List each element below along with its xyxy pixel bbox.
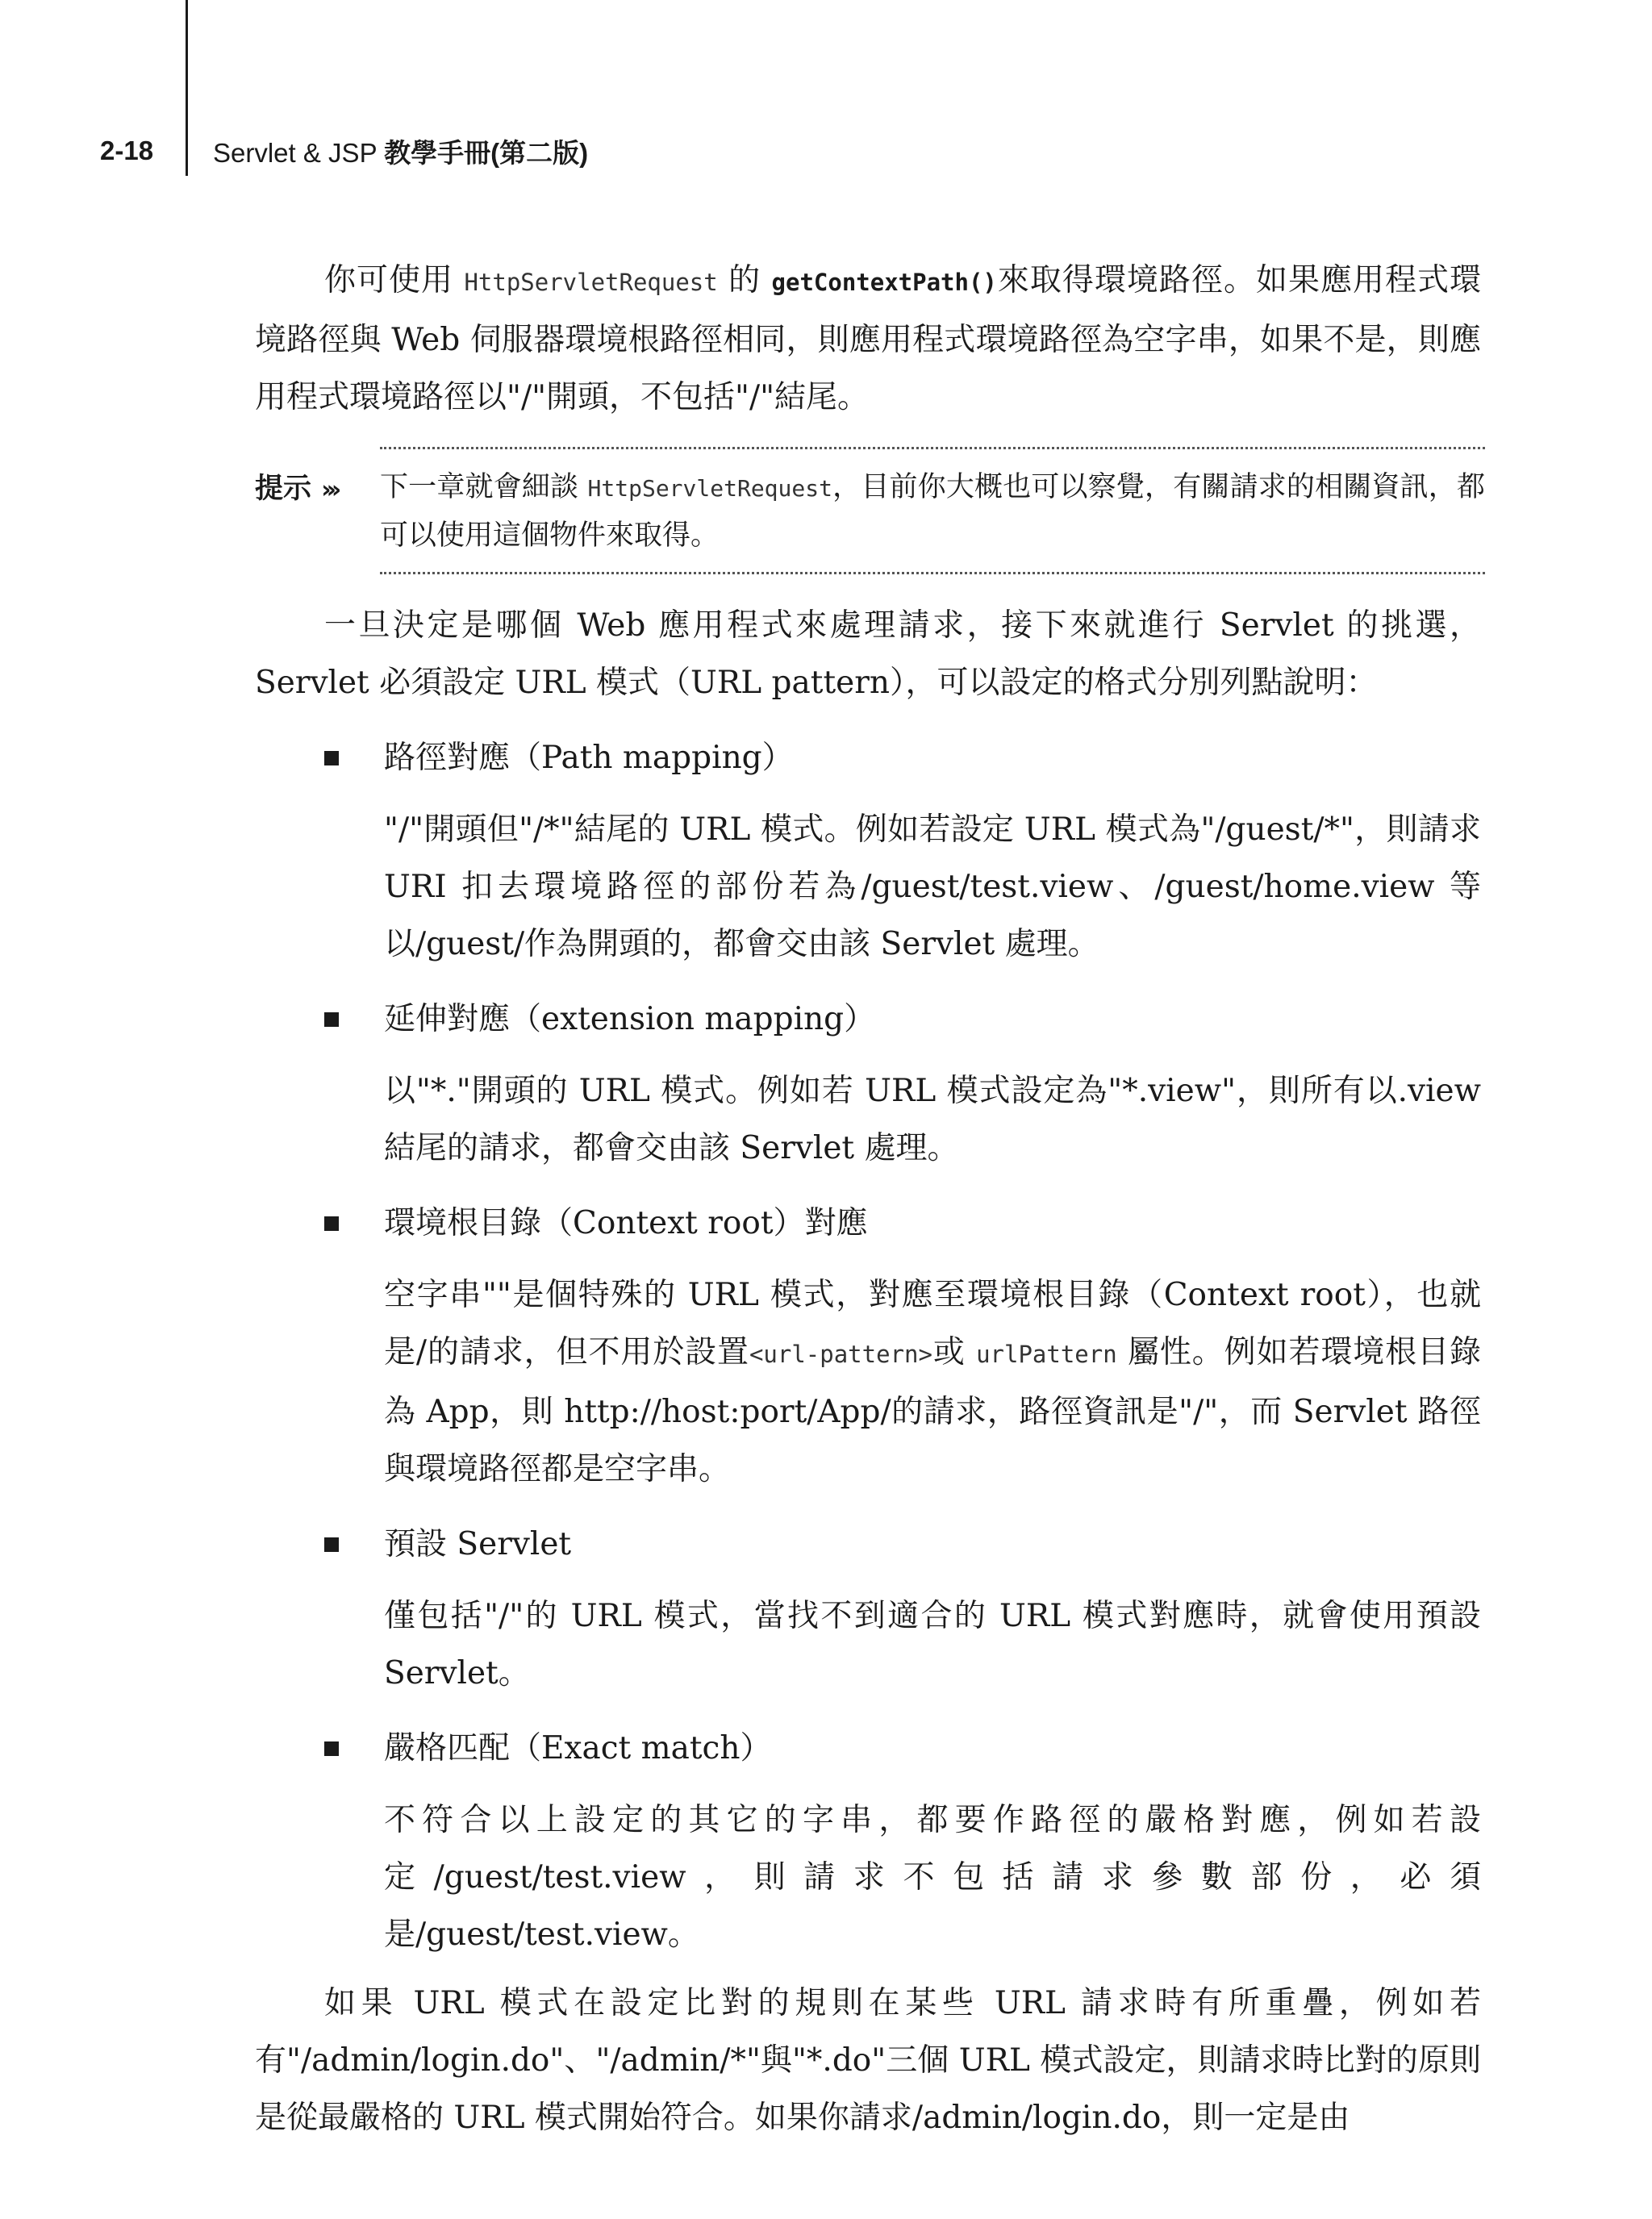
tip-text bbox=[380, 464, 1485, 559]
bullet-title: 預設 Servlet bbox=[384, 1526, 572, 1562]
selection-paragraph: 一旦決定是哪個 Web 應用程式來處理請求，接下來就進行 Servlet 的挑選，Servlet 必須設定 URL 模式（URL pattern），可以設定的格式分別列點說明： bbox=[255, 607, 1481, 701]
tip-label bbox=[255, 465, 336, 514]
list-item bbox=[384, 729, 1481, 786]
context-root-text-1: 空字串""是個特殊的 URL 模式，對應至環境根目錄（Context root），也就是/的請求，但不用於設置 bbox=[384, 1277, 1481, 1370]
list-item bbox=[384, 1720, 1481, 1777]
intro-paragraph bbox=[255, 252, 1481, 426]
bullet-body bbox=[384, 801, 1481, 973]
bullet-body-text: 僅包括"/"的 URL 模式，當找不到適合的 URL 模式對應時，就會使用預設 Servlet。 bbox=[384, 1598, 1481, 1691]
list-item bbox=[384, 1195, 1481, 1252]
intro-text-3: 來取得環境路徑。如果應用程式環境路徑與 Web 伺服器環境根路徑相同，則應用程式環境路徑為空字串，如果不是，則應用程式環境路徑以"/"開頭，不包括"/"結尾。 bbox=[255, 262, 1481, 415]
overlap-paragraph: 如果 URL 模式在設定比對的規則在某些 URL 請求時有所重疊，例如若有"/admin/login.do"、"/admin/*"與"*.do"三個 URL 模式設定，則請求時比對的原則是從最嚴格的 URL 模式開始符合。如果你請求/admin/login.do，則一定是由 bbox=[255, 1985, 1481, 2136]
intro-code-getcontextpath: getContextPath() bbox=[771, 269, 997, 296]
code-urlpattern: urlPattern bbox=[976, 1341, 1117, 1368]
context-root-text-3: 屬性。例如若環境根目錄為 App，則 http://host:port/App/的請求，路徑資訊是"/"，而 Servlet 路徑與環境路徑都是空字串。 bbox=[384, 1334, 1481, 1487]
tip-label-text: 提示 bbox=[255, 473, 312, 505]
bullet-square-icon bbox=[324, 1216, 339, 1231]
list-item bbox=[384, 991, 1481, 1048]
bullet-square-icon bbox=[324, 1741, 339, 1756]
chevrons-icon: ››› bbox=[321, 476, 337, 504]
tip-text-1: 下一章就會細談 bbox=[380, 471, 588, 503]
bullet-title: 環境根目錄（Context root）對應 bbox=[384, 1205, 868, 1241]
bullet-body-text: 以"*."開頭的 URL 模式。例如若 URL 模式設定為"*.view"，則所有以.view 結尾的請求，都會交由該 Servlet 處理。 bbox=[384, 1073, 1481, 1166]
bullet-square-icon bbox=[324, 1537, 339, 1552]
code-url-pattern: <url-pattern> bbox=[749, 1341, 932, 1368]
intro-text-2: 的 bbox=[717, 262, 772, 298]
page-number: 2-18 bbox=[100, 136, 154, 165]
bullet-body-text bbox=[384, 1266, 1481, 1498]
page-header bbox=[100, 133, 588, 169]
book-title-latin: Servlet & JSP bbox=[213, 137, 385, 168]
page-body bbox=[255, 252, 1485, 2146]
bullet-body bbox=[384, 1587, 1481, 1702]
book-title bbox=[213, 132, 588, 170]
list-item bbox=[384, 1516, 1481, 1573]
bullet-square-icon bbox=[324, 1012, 339, 1027]
bullet-title: 路徑對應（Path mapping） bbox=[384, 740, 794, 776]
bullet-square-icon bbox=[324, 751, 339, 765]
intro-text-1: 你可使用 bbox=[324, 262, 465, 298]
bullet-body bbox=[384, 1791, 1481, 1963]
context-root-text-2: 或 bbox=[932, 1334, 977, 1370]
bullet-title: 嚴格匹配（Exact match） bbox=[384, 1730, 772, 1766]
intro-code-httpservletrequest: HttpServletRequest bbox=[464, 269, 718, 296]
bullet-body bbox=[384, 1266, 1481, 1498]
bullet-body-text: "/"開頭但"/*"結尾的 URL 模式。例如若設定 URL 模式為"/guest/*"，則請求 URI 扣去環境路徑的部份若為/guest/test.view、/guest/home.view 等以/guest/作為開頭的，都會交由該 Servlet 處理。 bbox=[384, 811, 1481, 962]
bullet-body-text: 不符合以上設定的其它的字串，都要作路徑的嚴格對應，例如若設定/guest/test.view，則請求不包括請求參數部份，必須是/guest/test.view。 bbox=[384, 1802, 1481, 1953]
tip-text-2: ，目前你大概也可以察覺，有關請求的相關資訊，都可以使用這個物件來取得。 bbox=[380, 471, 1485, 552]
bullet-body bbox=[384, 1062, 1481, 1177]
tip-code: HttpServletRequest bbox=[587, 475, 832, 502]
tip-box bbox=[255, 447, 1485, 574]
book-title-cjk: 教學手冊(第二版) bbox=[384, 137, 589, 168]
bullet-title: 延伸對應（extension mapping） bbox=[384, 1001, 876, 1037]
